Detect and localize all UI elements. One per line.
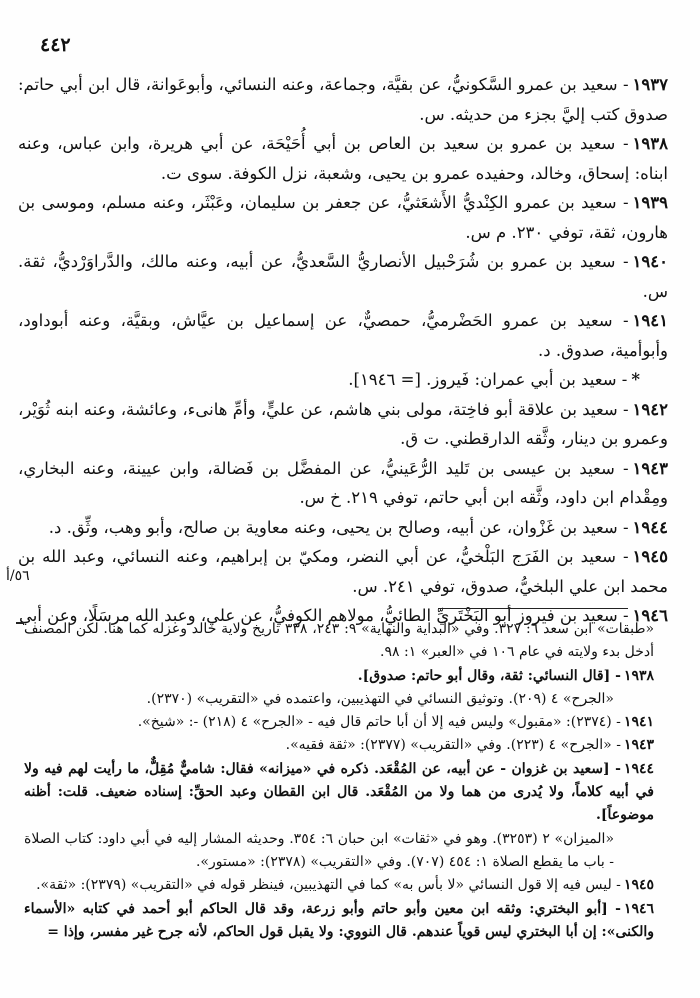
margin-folio-note: ٥٦/أ: [6, 568, 30, 584]
entry-1943: [18, 454, 668, 513]
footnote-text: - ليس فيه إلا قول النسائي «لا بأس به» كما في التهذيبين، فينظر قوله في «التقريب» (٢٣٧٩): «ثقة».: [36, 877, 621, 894]
entry-text: - سعيد بن عمرو بن شُرَحْبيل الأنصاريُّ السَّعديُّ، عن أبيه، وعنه مالك، والدَّراوَرْديُّ، ثقة. س.: [18, 252, 668, 301]
footnote-1937-continuation: [24, 618, 654, 665]
footnote-number: ١٩٤٤: [623, 760, 654, 777]
footnote-text: - [أبو البختري: وثقه ابن معين وأبو حاتم وأبو زرعة، وقد قال الحاكم أبو أحمد في كتابه «الأسماء والكنى»: إن أبا البختري ليس قوياً عندهم. قال النووي: ولا يقبل قول الحاكم، لأنه جرح غير مفسر، وإذا =: [24, 900, 654, 940]
page-number: ٤٤٢: [40, 34, 71, 56]
entry-cross-reference: [18, 365, 668, 395]
entry-number: ١٩٣٧: [632, 75, 668, 94]
entry-1942: [18, 395, 668, 454]
entry-number: ١٩٤٢: [632, 399, 668, 419]
footnote-1946: [24, 898, 654, 945]
footnote-text: - «الجرح» ٤ (٢٢٣). وفي «التقريب» (٢٣٧٧): «ثقة فقيه».: [285, 737, 621, 754]
footnote-1938-source: [24, 688, 654, 711]
footnote-1945: [24, 874, 654, 897]
footnote-text: - [سعيد بن غزوان - عن أبيه، عن المُقْعَد. ذكره في «ميزانه» فقال: شاميٌّ مُقِلٌّ، ما رأيت لهم فيه ولا في أبيه كلاماً، ولا يُدرى من هما ولا من المُقْعَد. قال ابن القطان وعبد الحقِّ: إسناده ضعيف. قلت: أظنه موضوعاً].: [24, 760, 654, 824]
footnote-number: ١٩٤٥: [623, 877, 654, 894]
footnote-text: - (٢٣٧٤): «مقبول» وليس فيه إلا أن أبا حاتم قال فيه - «الجرح» ٤ (٢١٨) -: «شيخ».: [137, 714, 621, 731]
entry-number: ١٩٤٠: [632, 252, 668, 271]
entry-1940: [18, 247, 668, 306]
footnote-dash-marker: [16, 622, 24, 624]
entry-number: ١٩٤٦: [632, 606, 668, 625]
entry-number: ١٩٤٣: [632, 458, 668, 478]
footnote-text: «طبقات» ابن سعد ٦: ٣٢٧. وفي «البداية والنهاية» ٩: ٢٤٣، ٣٣٨ تاريخ ولاية خالد وعزله كما هنا. لكن المصنف أدخل بدء ولايته في عام ١٠٦ في «العبر» ١: ٩٨.: [24, 621, 655, 661]
entry-text: - سعيد بن عمرو بن سعيد بن العاص بن أبي أُحَيْحَة، عن أبي هريرة، وابن عباس، وعنه ابناه: إسحاق، وخالد، وحفيده عمرو بن يحيى، وشعبة، نزل الكوفة. سوى ت.: [18, 134, 668, 183]
entry-number: ١٩٤١: [632, 311, 668, 330]
footnotes: [24, 618, 654, 944]
entry-1944: [18, 513, 668, 543]
entry-text: - سعيد بن عيسى بن تَليد الرُّعَينيُّ، عن المفضَّل بن فَضالة، وابن عيينة، وعنه البخاري، ومِقْدام ابن داود، وثَّقه ابن أبي حاتم، توفي ٢١٩. خ س.: [18, 458, 668, 507]
entry-text: - سعيد بن علاقة أبو فاخِتة، مولى بني هاشم، عن عليٍّ، وأمِّ هانىء، وعائشة، وعنه ابنه ثُوَيْر، وعمرو بن دينار، وثَّقه الدارقطني. ت ق.: [18, 399, 668, 448]
main-text: [18, 70, 668, 631]
entry-text: - سعيد بن غَزْوان، عن أبيه، وصالح بن يحيى، وعنه معاوية بن صالح، وأبو وهب، وثِّق. د.: [48, 517, 629, 537]
entry-1945: [18, 542, 668, 601]
footnote-number: ١٩٤٦: [623, 900, 654, 917]
entry-1939: [18, 188, 668, 247]
footnote-1944-source: [24, 828, 654, 875]
entry-text: - سعيد بن الفَرَج البَلْخيُّ، عن أبي النضر، ومكيّ بن إبراهيم، وعنه النسائي، وعبد الله بن محمد ابن علي البلخيُّ، صدوق، توفي ٢٤١. س.: [18, 547, 668, 596]
entry-text: - سعيد بن أبي عمران: فَيروز. [= ١٩٤٦].: [348, 370, 628, 389]
footnote-1943: [24, 734, 654, 757]
footnote-number: ١٩٤١: [623, 714, 654, 731]
entry-text: - سعيد بن عمرو السَّكونيُّ، عن بقيَّة، وجماعة، وعنه النسائي، وأبوعَوانة، قال ابن أبي حاتم: صدوق كتب إليَّ بجزء من حديثه. س.: [18, 75, 668, 124]
entry-text: - سعيد بن عمرو الحَضْرميُّ، حمصيٌّ، عن إسماعيل بن عيَّاش، وبقيَّة، وعنه أبوداود، وأبوأمية، صدوق. د.: [18, 311, 668, 360]
footnote-separator: [438, 608, 628, 609]
entry-number: ١٩٤٥: [632, 547, 668, 566]
entry-text: - سعيد بن عمرو الكِنْديُّ الأَشعَثيُّ، عن جعفر بن سليمان، وعَبْثَر، وعنه مسلم، وموسى بن هارون، ثقة، توفي ٢٣٠. م س.: [18, 193, 668, 242]
footnote-text: «الميزان» ٢ (٣٢٥٣). وهو في «ثقات» ابن حبان ٦: ٣٥٤. وحديثه المشار إليه في أبي داود: كتاب الصلاة - باب ما يقطع الصلاة ١: ٤٥٤ (٧٠٧). وفي «التقريب» (٢٣٧٨): «مستور».: [24, 830, 615, 870]
entry-1941: [18, 306, 668, 365]
entry-number: ١٩٣٨: [632, 134, 668, 153]
footnote-text: - [قال النسائي: ثقة، وقال أبو حاتم: صدوق].: [357, 667, 621, 684]
entry-star-marker: *: [631, 370, 640, 389]
footnote-number: ١٩٤٣: [623, 737, 654, 754]
footnote-1941: [24, 711, 654, 734]
footnote-1944: [24, 758, 654, 828]
entry-1937: [18, 70, 668, 129]
entry-1938: [18, 129, 668, 188]
entry-number: ١٩٣٩: [632, 193, 668, 212]
footnote-text: «الجرح» ٤ (٢٠٩). وتوثيق النسائي في التهذيبين، واعتمده في «التقريب» (٢٣٧٠).: [146, 690, 614, 707]
footnote-1938: [24, 665, 654, 688]
footnote-number: ١٩٣٨: [623, 667, 654, 684]
entry-number: ١٩٤٤: [632, 517, 668, 537]
entry-text: - سعيد بن فيروز أبو البَخْتَريِّ الطائيُّ، مولاهم الكوفيُّ، عن علي، وعبد الله مرسَلًا، وعن أبي: [18, 606, 629, 625]
